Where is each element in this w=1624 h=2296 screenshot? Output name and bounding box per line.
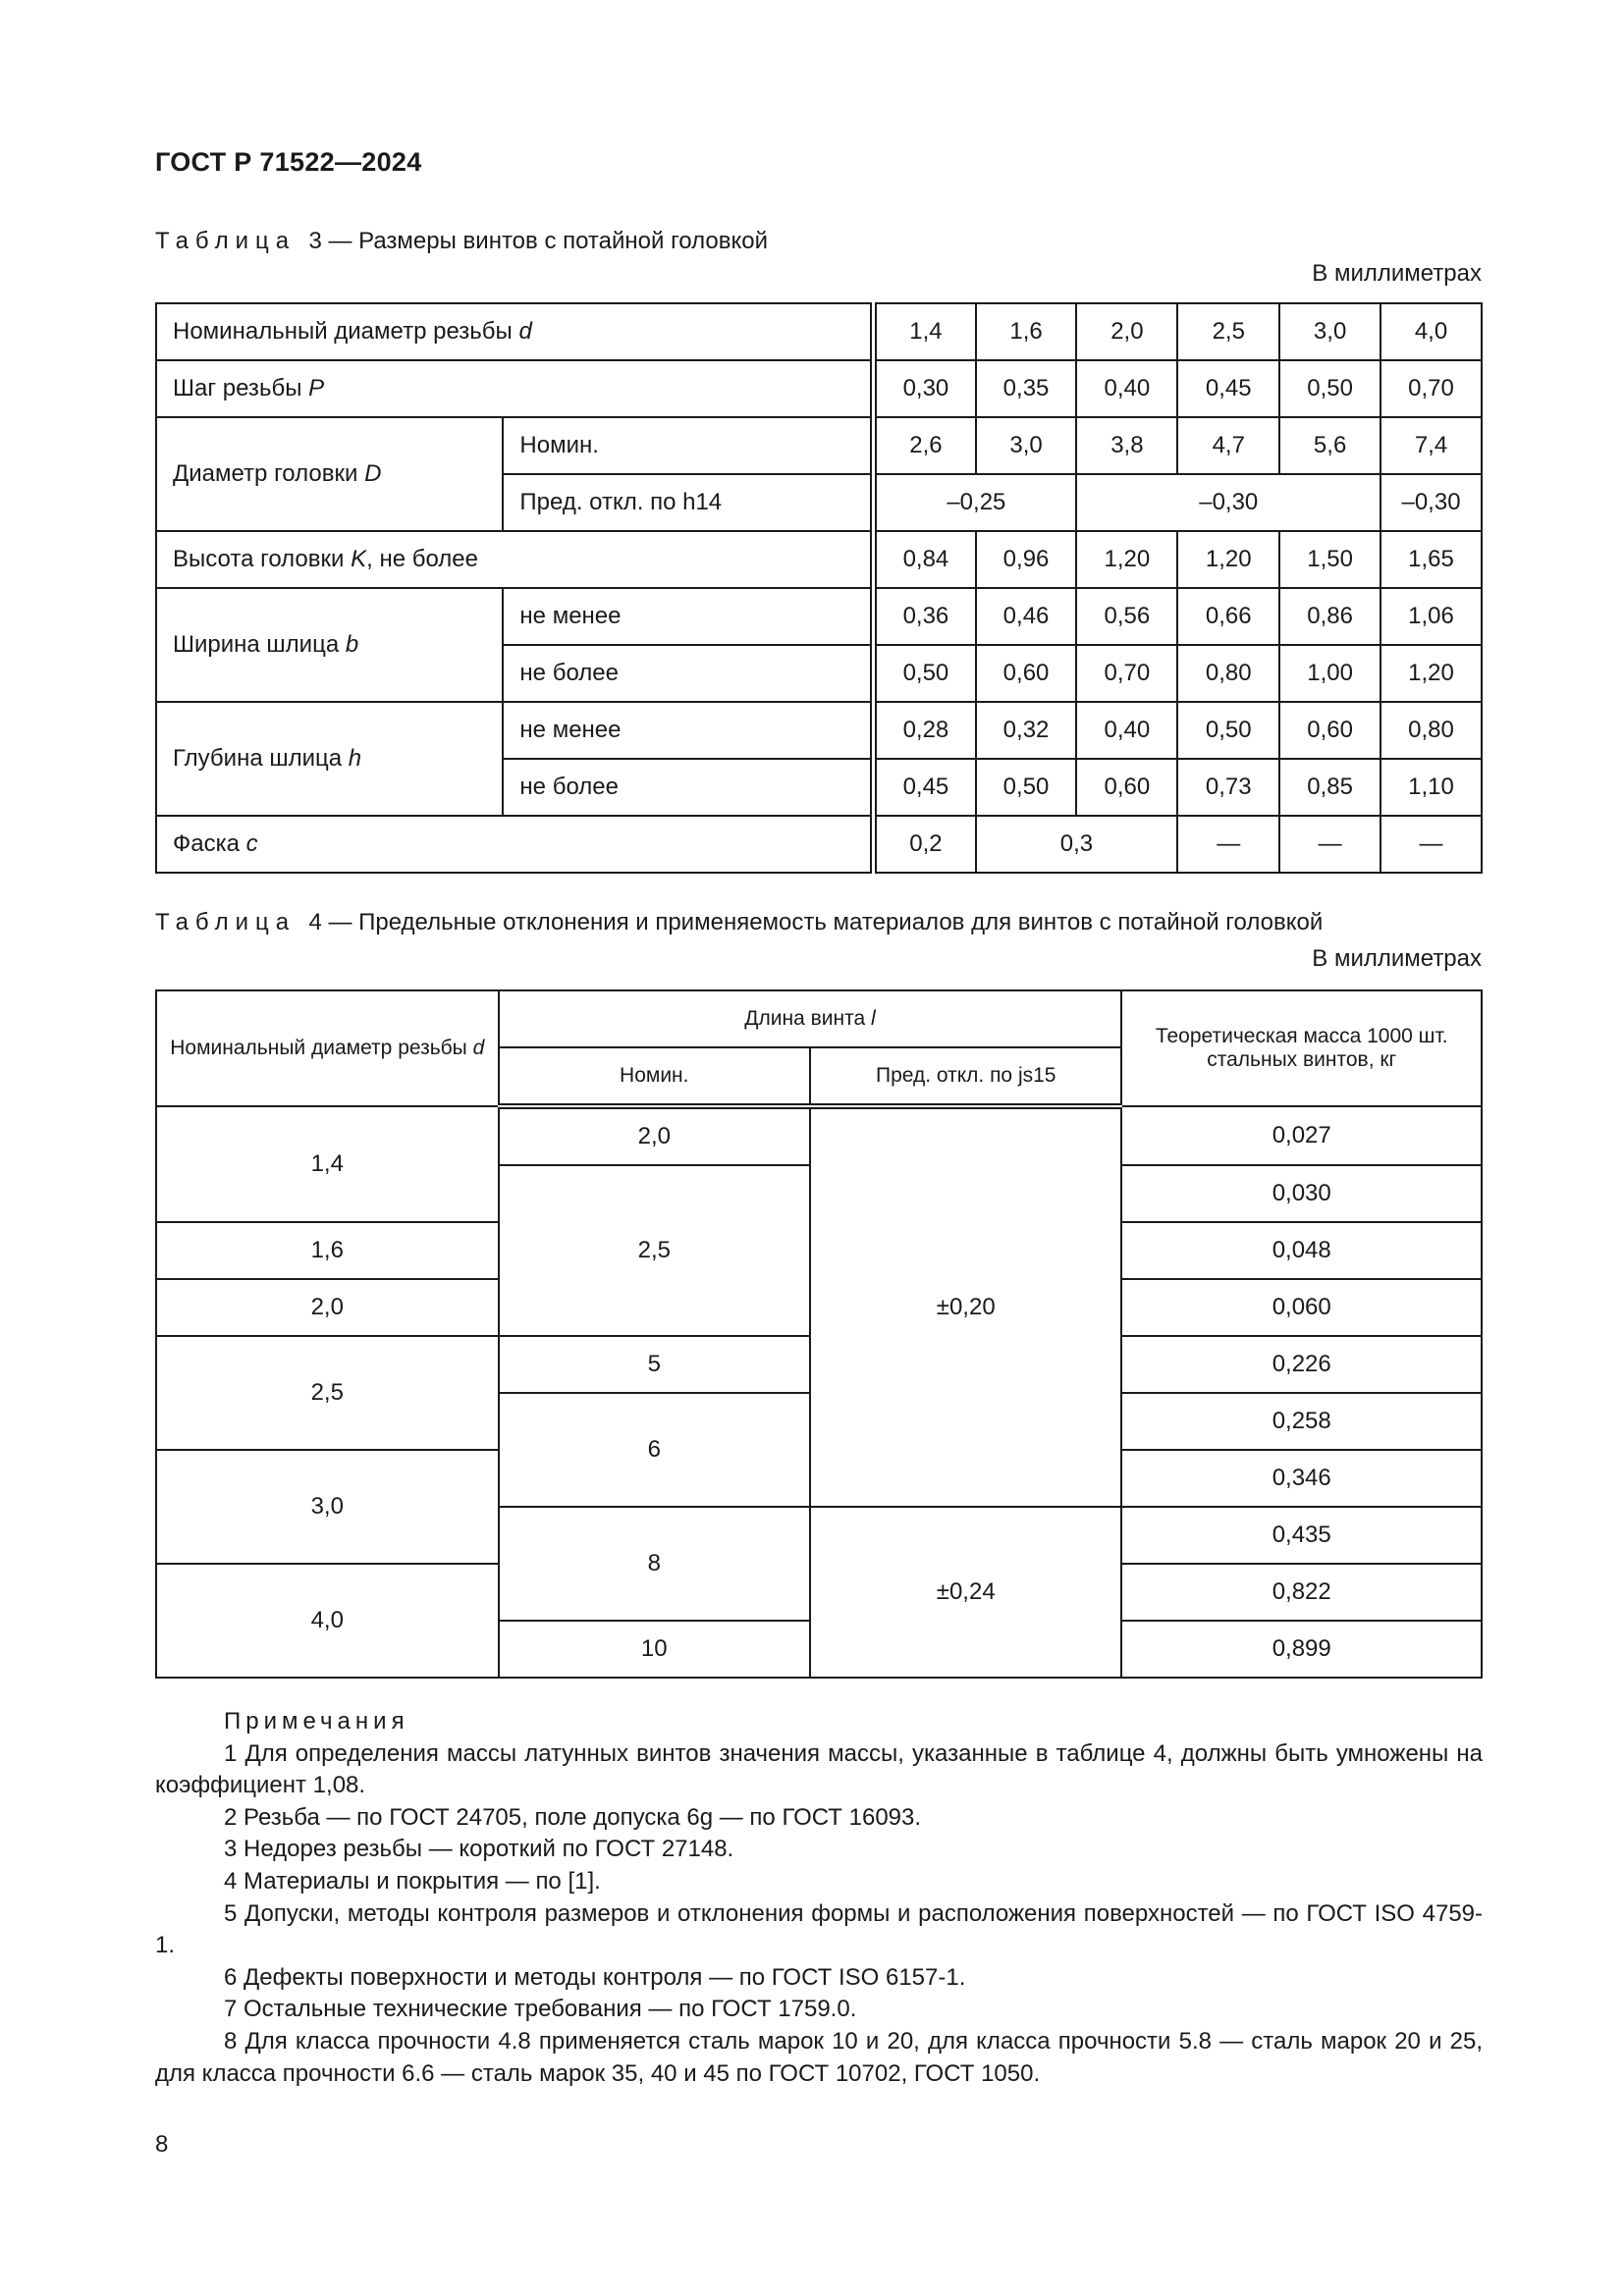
table-cell: 3,0: [156, 1450, 499, 1564]
table-cell: 2,5: [499, 1165, 810, 1336]
row-sublabel: не менее: [503, 702, 873, 759]
table3-row-chamfer: [156, 816, 1482, 873]
table-cell: 0,60: [1279, 702, 1380, 759]
table-cell: 8: [499, 1507, 810, 1621]
table-cell: ±0,20: [810, 1106, 1121, 1507]
table3-units: В миллиметрах: [1312, 260, 1482, 287]
table-cell: 4,7: [1177, 417, 1279, 474]
table-cell: 1,20: [1177, 531, 1279, 588]
table-cell: 3,0: [1279, 303, 1380, 360]
table-cell: 1,65: [1380, 531, 1482, 588]
row-label: Диаметр головки D: [156, 417, 503, 531]
table-cell: 2,0: [156, 1279, 499, 1336]
row-sublabel: не менее: [503, 588, 873, 645]
table-cell: —: [1380, 816, 1482, 873]
table-cell: 0,027: [1121, 1106, 1482, 1165]
table3-caption: [155, 228, 768, 255]
table-cell: 0,66: [1177, 588, 1279, 645]
table-cell: 0,060: [1121, 1279, 1482, 1336]
table-cell: 2,6: [874, 417, 976, 474]
note-item: 2 Резьба — по ГОСТ 24705, поле допуска 6g — по ГОСТ 16093.: [224, 1803, 922, 1831]
table-cell: 0,36: [874, 588, 976, 645]
note-item: 8 Для класса прочности 4.8 применяется сталь марок 10 и 20, для класса прочности 5.8 — сталь марок 20 и 25, для класса прочности 6.6 — сталь марок 35, 40 и 45 по ГОСТ 10702, ГОСТ 1050.: [155, 2027, 1483, 2087]
table-cell: 0,226: [1121, 1336, 1482, 1393]
table-cell: 0,435: [1121, 1507, 1482, 1564]
table-cell: 1,6: [976, 303, 1077, 360]
table-cell: 0,822: [1121, 1564, 1482, 1621]
header-mass: Теоретическая масса 1000 шт. стальных винтов, кг: [1121, 990, 1482, 1106]
header-length: Длина винта l: [499, 990, 1122, 1047]
row-label: Фаска c: [156, 816, 874, 873]
table-cell: 0,50: [1279, 360, 1380, 417]
table3-row-head-diameter-nom: [156, 417, 1482, 474]
table3-row-slot-depth-min: [156, 702, 1482, 759]
table-cell: 0,73: [1177, 759, 1279, 816]
table-cell: 0,346: [1121, 1450, 1482, 1507]
table-cell: 3,0: [976, 417, 1077, 474]
table4-units: В миллиметрах: [1312, 945, 1482, 972]
table3-caption-text: 3 — Размеры винтов с потайной головкой: [308, 228, 769, 254]
table-cell: 0,96: [976, 531, 1077, 588]
table-cell: 0,70: [1076, 645, 1177, 702]
table-cell: 0,2: [874, 816, 976, 873]
table-cell: 0,30: [874, 360, 976, 417]
table-cell: 0,85: [1279, 759, 1380, 816]
row-sublabel: не более: [503, 645, 873, 702]
table-cell: 2,5: [1177, 303, 1279, 360]
table-cell: 1,50: [1279, 531, 1380, 588]
table4-caption-word: Таблица: [155, 909, 297, 935]
table-cell: 0,60: [976, 645, 1077, 702]
row-label: Ширина шлица b: [156, 588, 503, 702]
table-cell: 2,0: [499, 1106, 810, 1165]
table-cell: 10: [499, 1621, 810, 1678]
table3-row-thread-diameter: [156, 303, 1482, 360]
table-cell: 0,84: [874, 531, 976, 588]
table-cell: –0,25: [874, 474, 1077, 531]
table-cell: 0,50: [1177, 702, 1279, 759]
table-cell: 0,40: [1076, 702, 1177, 759]
row-label: Высота головки K, не более: [156, 531, 874, 588]
table-cell: –0,30: [1076, 474, 1380, 531]
table-cell: —: [1177, 816, 1279, 873]
table-cell: 0,70: [1380, 360, 1482, 417]
table-cell: 2,5: [156, 1336, 499, 1450]
table-cell: 0,28: [874, 702, 976, 759]
table-cell: 1,00: [1279, 645, 1380, 702]
table-cell: 5: [499, 1336, 810, 1393]
table-cell: 0,3: [976, 816, 1178, 873]
table-cell: 0,50: [874, 645, 976, 702]
table4: [155, 989, 1483, 1679]
table-cell: ±0,24: [810, 1507, 1121, 1678]
note-item: 3 Недорез резьбы — короткий по ГОСТ 27148.: [224, 1836, 734, 1863]
table-cell: 0,80: [1177, 645, 1279, 702]
table-cell: 0,030: [1121, 1165, 1482, 1222]
table4-header-row-1: [156, 990, 1482, 1047]
table3: [155, 302, 1483, 874]
table-cell: 1,4: [874, 303, 976, 360]
table-row: [156, 1106, 1482, 1165]
table-cell: 6: [499, 1393, 810, 1507]
table-cell: 4,0: [156, 1564, 499, 1678]
table-cell: 1,10: [1380, 759, 1482, 816]
table3-row-pitch: [156, 360, 1482, 417]
table-cell: 1,4: [156, 1106, 499, 1222]
table-cell: 1,20: [1380, 645, 1482, 702]
note-item: 4 Материалы и покрытия — по [1].: [224, 1867, 601, 1895]
table-cell: 0,46: [976, 588, 1077, 645]
table3-caption-word: Таблица: [155, 228, 297, 254]
table-cell: 5,6: [1279, 417, 1380, 474]
note-item: 1 Для определения массы латунных винтов значения массы, указанные в таблице 4, должны быть умножены на коэффициент 1,08.: [155, 1739, 1483, 1799]
row-label: Глубина шлица h: [156, 702, 503, 816]
table-cell: 1,20: [1076, 531, 1177, 588]
notes-block: [155, 1706, 1483, 2090]
notes-title: Примечания: [224, 1708, 409, 1735]
table-cell: 0,35: [976, 360, 1077, 417]
table-cell: 0,50: [976, 759, 1077, 816]
table-cell: 0,86: [1279, 588, 1380, 645]
table-cell: —: [1279, 816, 1380, 873]
table-cell: –0,30: [1380, 474, 1482, 531]
table-cell: 4,0: [1380, 303, 1482, 360]
note-item: 7 Остальные технические требования — по ГОСТ 1759.0.: [224, 1996, 857, 2023]
row-sublabel: Пред. откл. по h14: [503, 474, 873, 531]
row-label: Шаг резьбы P: [156, 360, 874, 417]
table3-row-head-height: [156, 531, 1482, 588]
document-header: ГОСТ Р 71522—2024: [155, 147, 422, 177]
table-cell: 3,8: [1076, 417, 1177, 474]
table-cell: 0,60: [1076, 759, 1177, 816]
table3-row-slot-width-min: [156, 588, 1482, 645]
row-label: Номинальный диаметр резьбы d: [156, 303, 874, 360]
table-cell: 0,40: [1076, 360, 1177, 417]
note-item: 5 Допуски, методы контроля размеров и отклонения формы и расположения поверхностей — по ГОСТ ISO 4759-1.: [155, 1899, 1483, 1959]
page-number: 8: [155, 2131, 169, 2158]
table4-caption: [155, 909, 1323, 936]
header-nom: Номин.: [499, 1047, 810, 1106]
row-sublabel: не более: [503, 759, 873, 816]
header-diameter: Номинальный диаметр резьбы d: [156, 990, 499, 1106]
row-sublabel: Номин.: [503, 417, 873, 474]
table-cell: 2,0: [1076, 303, 1177, 360]
table-cell: 0,56: [1076, 588, 1177, 645]
table-cell: 0,899: [1121, 1621, 1482, 1678]
table-cell: 0,45: [874, 759, 976, 816]
table-cell: 0,45: [1177, 360, 1279, 417]
table-cell: 1,06: [1380, 588, 1482, 645]
table-cell: 0,258: [1121, 1393, 1482, 1450]
table-cell: 1,6: [156, 1222, 499, 1279]
table-cell: 0,32: [976, 702, 1077, 759]
note-item: 6 Дефекты поверхности и методы контроля — по ГОСТ ISO 6157-1.: [224, 1963, 966, 1991]
header-tol: Пред. откл. по js15: [810, 1047, 1121, 1106]
table-cell: 0,80: [1380, 702, 1482, 759]
table4-caption-text: 4 — Предельные отклонения и применяемость материалов для винтов с потайной головкой: [308, 909, 1324, 935]
table-cell: 7,4: [1380, 417, 1482, 474]
table-cell: 0,048: [1121, 1222, 1482, 1279]
